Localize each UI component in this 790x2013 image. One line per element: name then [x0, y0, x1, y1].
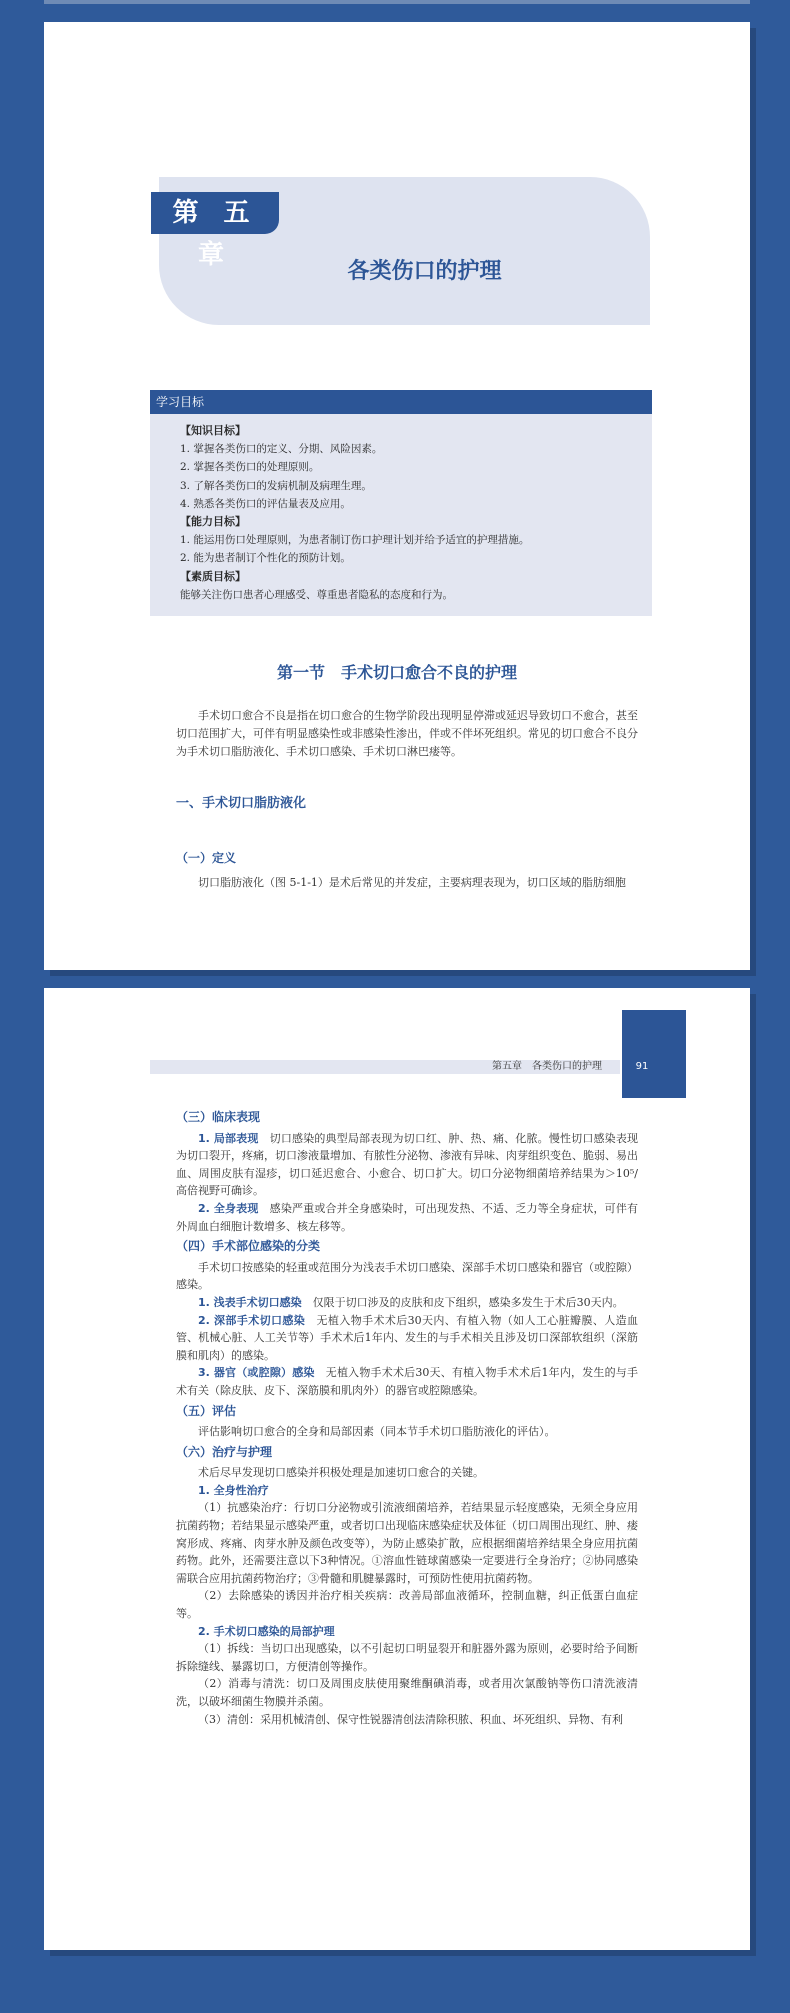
- book-page-1: [44, 22, 750, 970]
- paragraph: [176, 1130, 638, 1200]
- chapter-title: 各类伤口的护理: [347, 259, 502, 284]
- section-title: 第一节 手术切口愈合不良的护理: [276, 663, 517, 682]
- ability-goals-title: 【能力目标】: [180, 515, 246, 529]
- paragraph: 评估影响切口愈合的全身和局部因素（同本节手术切口脂肪液化的评估）。: [198, 1425, 556, 1439]
- paragraph: （1）抗感染治疗：行切口分泌物或引流液细菌培养，若结果显示轻度感染，无须全身应用抗菌药物；若结果显示感染严重，或者切口出现临床感染症状及体征（切口周围出现红、肿、瘘窝形成、疼痛、肉芽水肿及颜色改变等），为防止感染扩散，应根据细菌培养结果全身应用抗菌药物。此外，还需要注意以下3种情况。①溶血性链球菌感染一定要进行全身治疗；②协同感染需联合应用抗菌药物治疗；③骨髓和肌腱暴露时，可预防性使用抗菌药物。: [176, 1501, 638, 1585]
- running-header: [150, 1060, 620, 1074]
- subheading-local: 2. 手术切口感染的局部护理: [198, 1624, 335, 1638]
- paragraph: （3）清创：采用机械清创、保守性锐器清创法清除积脓、积血、坏死组织、异物、有利: [198, 1712, 623, 1726]
- heading-fat-liquefaction: 一、手术切口脂肪液化: [176, 796, 307, 811]
- running-title: 第五章 各类伤口的护理: [492, 1061, 602, 1072]
- paragraph: [176, 1364, 638, 1399]
- keyword: 2. 深部手术切口感染: [198, 1313, 306, 1327]
- heading-classification: （四）手术部位感染的分类: [176, 1239, 321, 1254]
- keyword: 1. 局部表现: [198, 1131, 259, 1145]
- goal-item: 1. 掌握各类伤口的定义、分期、风险因素。: [180, 443, 383, 456]
- chapter-tag: 第 五 章: [151, 192, 279, 234]
- learning-goals-body: [150, 414, 652, 604]
- goal-item: 4. 熟悉各类伤口的评估量表及应用。: [180, 497, 351, 510]
- paragraph: 术后尽早发现切口感染并积极处理是加速切口愈合的关键。: [198, 1466, 484, 1480]
- heading-treatment: （六）治疗与护理: [176, 1444, 273, 1459]
- quality-goals-title: 【素质目标】: [180, 569, 246, 583]
- goal-item: 1. 能运用伤口处理原则，为患者制订伤口护理计划并给予适宜的护理措施。: [180, 534, 530, 547]
- goal-item: 3. 了解各类伤口的发病机制及病理生理。: [180, 479, 372, 492]
- paragraph-text: 仅限于切口涉及的皮肤和皮下组织，感染多发生于术后30天内。: [301, 1295, 624, 1309]
- keyword: 2. 全身表现: [198, 1201, 259, 1215]
- goal-item: 2. 能为患者制订个性化的预防计划。: [180, 552, 351, 565]
- goal-item: 能够关注伤口患者心理感受、尊重患者隐私的态度和行为。: [180, 588, 453, 601]
- goal-item: 2. 掌握各类伤口的处理原则。: [180, 461, 320, 474]
- paragraph: [176, 1294, 638, 1312]
- intro-paragraph: 手术切口愈合不良是指在切口愈合的生物学阶段出现明显停滞或延迟导致切口不愈合，甚至切口范围扩大，可伴有明显感染性或非感染性渗出，伴或不伴坏死组织。常见的切口愈合不良分为手术切口脂肪液化、手术切口感染、手术切口淋巴瘘等。: [176, 709, 638, 758]
- definition-paragraph: 切口脂肪液化（图 5-1-1）是术后常见的并发症，主要病理表现为，切口区域的脂肪细胞: [198, 876, 626, 889]
- heading-definition: （一）定义: [176, 851, 237, 865]
- knowledge-goals-title: 【知识目标】: [180, 424, 246, 437]
- heading-clinical: （三）临床表现: [176, 1110, 261, 1124]
- paragraph: [176, 1312, 638, 1365]
- paragraph-text: 无植入物手术术后30天、有植入物手术术后1年内，发生的与手术有关（除皮肤、皮下、深筋膜和肌肉外）的器官或腔隙感染。: [176, 1366, 638, 1397]
- paragraph: （1）拆线：当切口出现感染，以不引起切口明显裂开和脏器外露为原则，必要时给予间断拆除缝线、暴露切口，方便清创等操作。: [176, 1642, 638, 1673]
- paragraph-text: 无植入物手术术后30天内、有植入物（如人工心脏瓣膜、人造血管、机械心脏、人工关节等）手术术后1年内、发生的与手术相关且涉及切口深部软组织（深筋膜和肌肉）的感染。: [176, 1313, 638, 1362]
- paragraph-text: 切口感染的典型局部表现为切口红、肿、热、痛、化脓。慢性切口感染表现为切口裂开，疼痛，切口渗液量增加、有脓性分泌物、渗液有异味、肉芽组织变色、脆弱、易出血、周围皮肤有湿疹，切口延迟愈合、小愈合、切口扩大。切口分泌物细菌培养结果为＞10⁵/高倍视野可确诊。: [176, 1131, 638, 1198]
- paragraph: （2）去除感染的诱因并治疗相关疾病：改善局部血液循环，控制血糖，纠正低蛋白血症等。: [176, 1589, 638, 1621]
- paragraph-text: 感染严重或合并全身感染时，可出现发热、不适、乏力等全身症状，可伴有外周血白细胞计数增多、核左移等。: [176, 1201, 638, 1233]
- top-edge: [44, 0, 750, 4]
- keyword: 1. 浅表手术切口感染: [198, 1295, 302, 1309]
- page-tab: [622, 1010, 686, 1098]
- heading-assessment: （五）评估: [176, 1403, 237, 1418]
- paragraph: 手术切口按感染的轻重或范围分为浅表手术切口感染、深部手术切口感染和器官（或腔隙）感染。: [176, 1260, 638, 1292]
- page-number: 91: [635, 1061, 649, 1072]
- learning-goals-box: [150, 390, 652, 616]
- page2-body: [176, 1106, 638, 1728]
- paragraph: （2）消毒与清洗：切口及周围皮肤使用聚维酮碘消毒，或者用次氯酸钠等伤口清洗液清洗，以破坏细菌生物膜并杀菌。: [176, 1677, 638, 1708]
- book-page-2: [44, 988, 750, 1950]
- learning-goals-header: 学习目标: [150, 390, 652, 414]
- subheading-systemic: 1. 全身性治疗: [198, 1483, 269, 1497]
- keyword: 3. 器官（或腔隙）感染: [198, 1366, 315, 1380]
- paragraph: [176, 1200, 638, 1235]
